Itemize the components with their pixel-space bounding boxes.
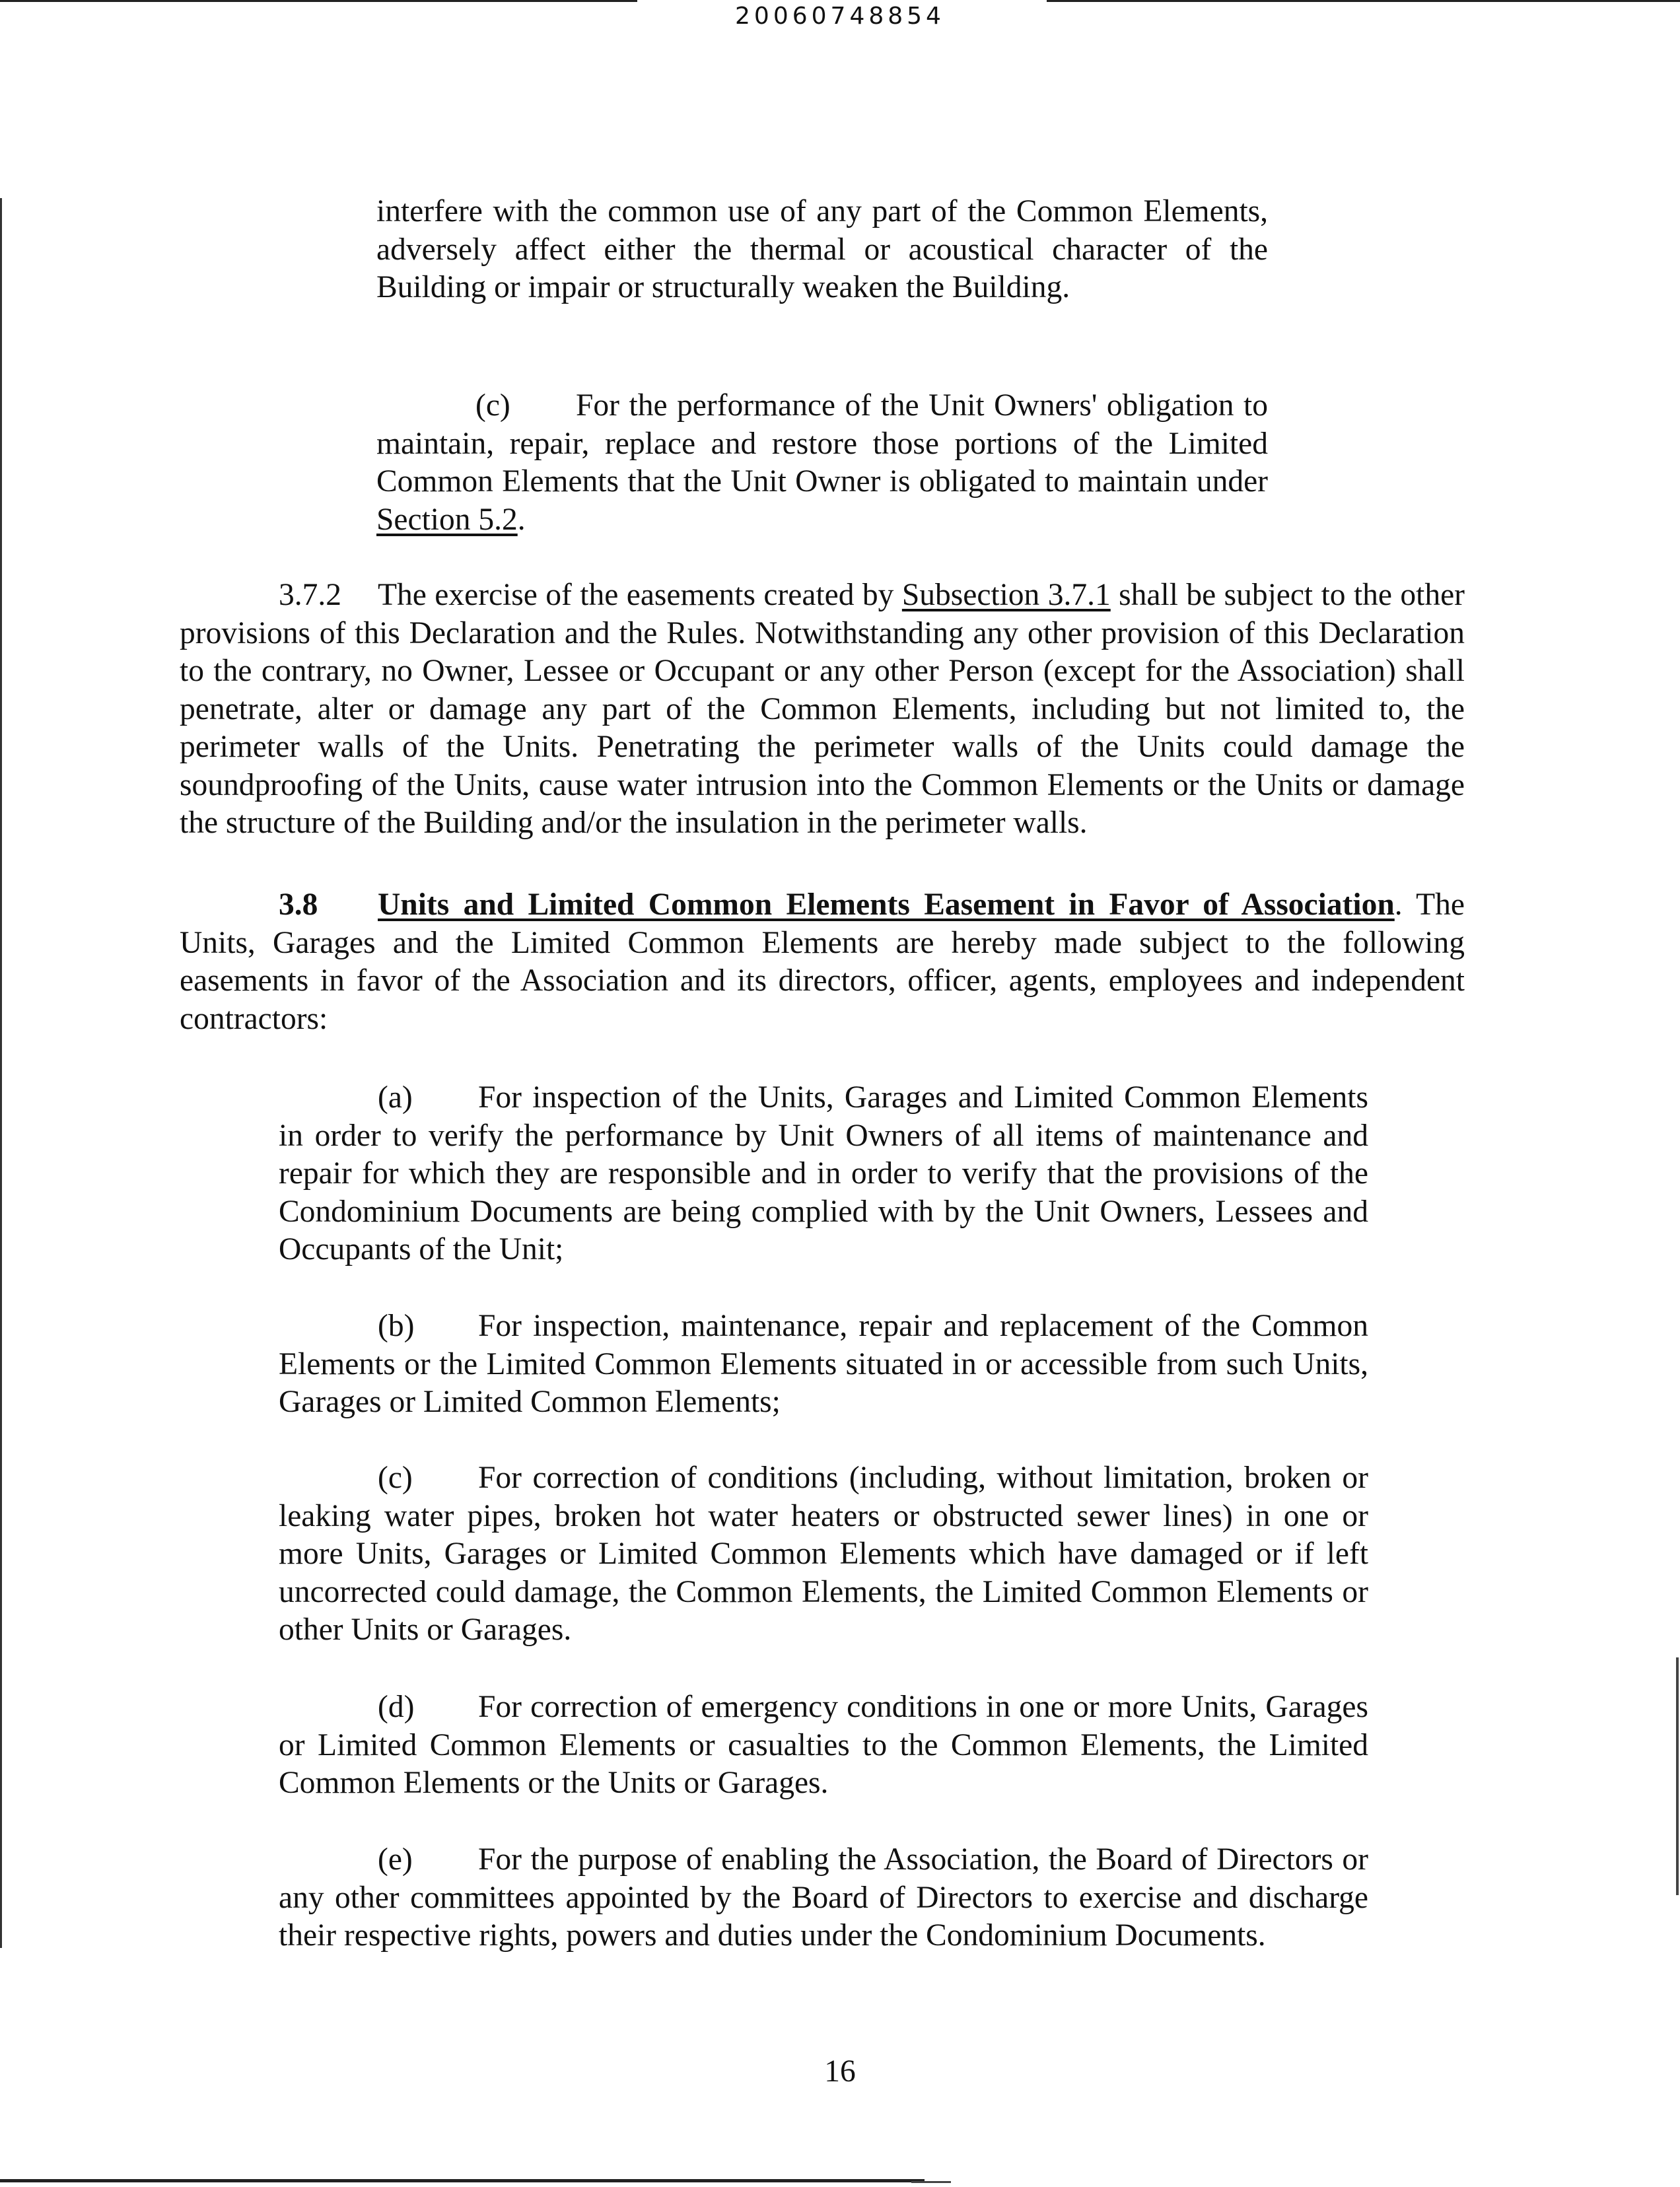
- paragraph-text: interfere with the common use of any part of the Common Elements, adversely affect either the thermal or acoustical character of the Building or impair or structurally weaken the Building.: [376, 194, 1268, 304]
- scan-border-bottom: [0, 2179, 925, 2182]
- scan-border-top-right: [1047, 0, 1680, 2]
- scan-edge-right: [1676, 1657, 1679, 1895]
- list-item-label: (e): [378, 1842, 413, 1877]
- section-number: 3.8: [279, 887, 318, 922]
- list-item-label: (c): [475, 388, 510, 423]
- subsection-text: The exercise of the easements created by: [378, 578, 902, 612]
- scan-border-top-left: [0, 0, 637, 2]
- list-item-label: (b): [378, 1309, 415, 1343]
- list-item-e: [279, 1841, 1368, 1955]
- subsection-text-end: shall be subject to the other provisions of this Declaration and the Rules. Notwithstanding any other provision of this Declaration to the contrary, no Owner, Lessee or Occupant or any other Person (except for the Association) shall penetrate, alter or damage any part of the Common Elements, including but not limited to, the perimeter walls of the Units. Penetrating the perimeter walls of the Units could damage the soundproofing of the Units, cause water intrusion into the Common Elements or the Units or damage the structure of the Building and/or the insulation in the perimeter walls.: [180, 578, 1465, 840]
- list-item-label: (a): [378, 1080, 413, 1115]
- list-item-text: For inspection, maintenance, repair and replacement of the Common Elements or the Limited Common Elements situated in or accessible from such Units, Garages or Limited Common Elements;: [279, 1309, 1368, 1419]
- page-number: 16: [824, 2054, 856, 2089]
- list-item-a: [279, 1079, 1368, 1269]
- subsection-3-7-2: [180, 576, 1465, 843]
- list-item-label: (c): [378, 1461, 413, 1495]
- section-reference-link: Section 5.2: [376, 502, 518, 537]
- list-item-d: [279, 1688, 1368, 1803]
- list-item-text: For inspection of the Units, Garages and Limited Common Elements in order to verify the performance by Unit Owners of all items of maintenance and repair for which they are responsible and in order to verify that the provisions of the Condominium Documents are being complied with by the Unit Owners, Lessees and Occupants of the Unit;: [279, 1080, 1368, 1267]
- section-text: . The Units, Garages and the Limited Common Elements are hereby made subject to the following easements in favor of the Association and its directors, officer, agents, employees and independent contractors:: [180, 887, 1465, 1036]
- subsection-reference-link: Subsection 3.7.1: [901, 578, 1111, 612]
- document-id: 20060748854: [735, 3, 945, 30]
- list-item-label: (d): [378, 1690, 415, 1724]
- section-3-8: [180, 886, 1465, 1038]
- list-item-text-end: .: [517, 502, 526, 537]
- list-item-b: [279, 1307, 1368, 1422]
- list-item-text: For the performance of the Unit Owners' obligation to maintain, repair, replace and restore those portions of the Limited Common Elements that the Unit Owner is obligated to maintain under: [376, 388, 1268, 499]
- list-item-text: For correction of emergency conditions in one or more Units, Garages or Limited Common Elements or casualties to the Common Elements, the Limited Common Elements or the Units or Garages.: [279, 1690, 1368, 1800]
- section-heading: Units and Limited Common Elements Easement in Favor of Association: [378, 887, 1395, 922]
- list-item-text: For the purpose of enabling the Association, the Board of Directors or any other committees appointed by the Board of Directors to exercise and discharge their respective rights, powers and duties under the Condominium Documents.: [279, 1842, 1368, 1953]
- paragraph-continuation: [376, 193, 1268, 307]
- subsection-number: 3.7.2: [279, 578, 341, 612]
- scan-edge-left: [0, 198, 2, 1948]
- list-item-c-performance: [376, 387, 1268, 539]
- scan-border-bottom-dash: [911, 2181, 951, 2183]
- list-item-c-correction: [279, 1459, 1368, 1649]
- list-item-text: For correction of conditions (including, without limitation, broken or leaking water pipes, broken hot water heaters or obstructed sewer lines) in one or more Units, Garages or Limited Common Elements which have damaged or if left uncorrected could damage, the Common Elements, the Limited Common Elements or other Units or Garages.: [279, 1461, 1368, 1647]
